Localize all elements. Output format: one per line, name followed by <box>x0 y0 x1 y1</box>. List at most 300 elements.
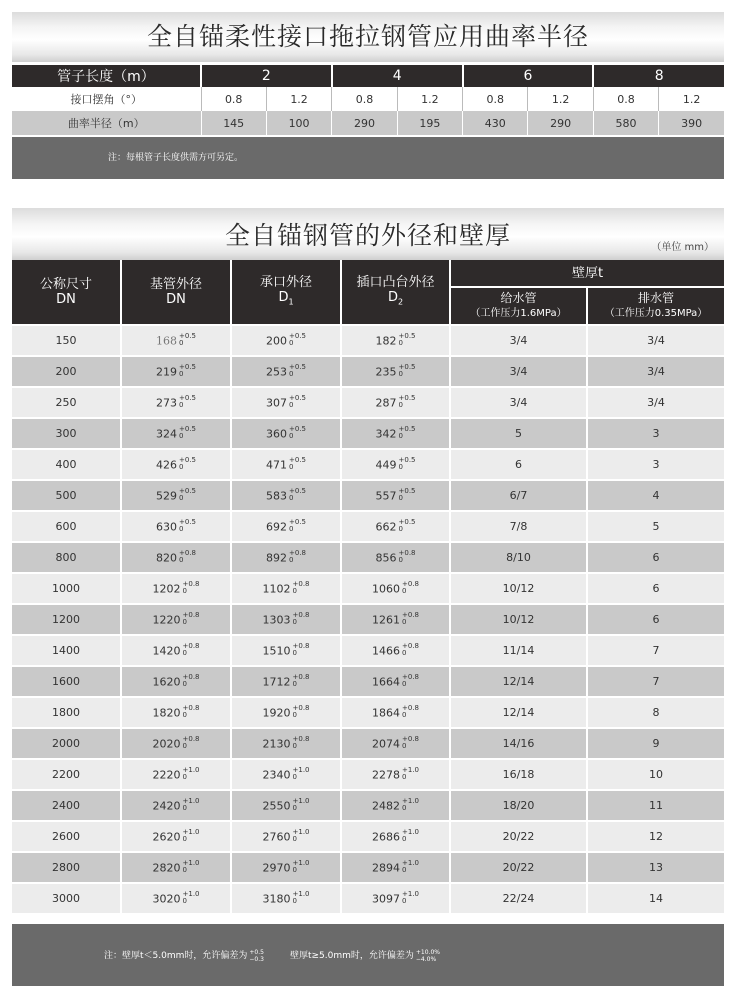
base-od-cell <box>121 387 231 418</box>
section2-note-text <box>104 948 440 963</box>
table-row <box>12 573 724 604</box>
table-row <box>12 604 724 635</box>
tolerance-lower: 0 <box>182 896 187 905</box>
wall-thickness-header: 壁厚t <box>450 260 724 287</box>
note-tolerance-2 <box>416 949 440 963</box>
socket-od-tolerance <box>289 519 306 533</box>
tolerance-lower: 0 <box>292 741 297 750</box>
tolerance-upper: +0.8 <box>182 579 200 588</box>
tolerance-lower: 0 <box>402 803 407 812</box>
angle-cell: 1.2 <box>397 87 462 111</box>
spigot-od-tolerance <box>402 736 419 750</box>
tolerance-upper: +1.0 <box>402 796 419 805</box>
dn-header <box>12 260 121 325</box>
tolerance-lower: 0 <box>179 369 184 378</box>
base-od-tolerance <box>183 736 200 750</box>
base-od-cell <box>121 511 231 542</box>
tolerance-lower: 0 <box>289 338 294 347</box>
socket-od-value: 1712 <box>262 675 291 688</box>
spigot-od-value: 856 <box>375 551 397 564</box>
spigot-od-cell <box>341 511 450 542</box>
socket-od-cell <box>231 666 341 697</box>
supply-thickness-cell: 7/8 <box>450 511 587 542</box>
drain-thickness-cell: 9 <box>587 728 724 759</box>
spigot-subscript: 2 <box>397 297 404 307</box>
tolerance-lower: 0 <box>179 400 184 409</box>
dimension-table <box>12 260 724 915</box>
dn-cell: 200 <box>12 356 121 387</box>
radius-cell: 290 <box>528 111 593 135</box>
tolerance-upper: +0.8 <box>182 610 200 619</box>
tolerance-upper: +1.0 <box>402 858 419 867</box>
socket-od-cell <box>231 418 341 449</box>
supply-thickness-cell: 5 <box>450 418 587 449</box>
base-od-tolerance <box>183 798 200 812</box>
base-od-tolerance <box>183 643 200 657</box>
drain-thickness-cell: 13 <box>587 852 724 883</box>
tolerance-lower: 0 <box>398 462 403 471</box>
spigot-od-cell <box>341 821 450 852</box>
spigot-od-value: 3097 <box>372 892 400 905</box>
tolerance-upper: +0.5 <box>179 424 196 433</box>
dn-cell: 2600 <box>12 821 121 852</box>
spigot-od-cell <box>341 356 450 387</box>
socket-od-tolerance <box>293 860 310 874</box>
base-od-tolerance <box>183 674 200 688</box>
table-row <box>12 852 724 883</box>
base-od-tolerance <box>179 488 196 502</box>
socket-od-value: 1303 <box>262 613 291 626</box>
spigot-od-tolerance <box>399 426 416 440</box>
tolerance-upper: +1.0 <box>182 827 200 836</box>
tolerance-upper: +0.8 <box>402 672 419 681</box>
base-od-header <box>121 260 231 325</box>
socket-od-value: 3180 <box>262 892 291 905</box>
dn-cell: 1000 <box>12 573 121 604</box>
socket-od-value: 692 <box>266 520 287 533</box>
base-od-tolerance <box>179 457 196 471</box>
socket-od-value: 1920 <box>262 706 291 719</box>
spigot-od-tolerance <box>402 705 419 719</box>
spigot-od-cell <box>341 573 450 604</box>
tolerance-upper: +0.8 <box>292 734 310 743</box>
base-od-cell <box>121 759 231 790</box>
spigot-od-value: 235 <box>375 365 397 378</box>
base-od-cell <box>121 821 231 852</box>
note-part1: 注：壁厚t＜5.0mm时，允许偏差为 <box>104 951 248 961</box>
tolerance-lower: 0 <box>398 369 403 378</box>
base-od-value: 219 <box>156 365 177 378</box>
drain-thickness-cell: 8 <box>587 697 724 728</box>
spigot-od-cell <box>341 666 450 697</box>
drain-thickness-cell: 12 <box>587 821 724 852</box>
base-od-cell <box>121 635 231 666</box>
tolerance-upper: +1.0 <box>292 858 310 867</box>
tolerance-upper: +0.8 <box>402 734 419 743</box>
spigot-od-cell <box>341 387 450 418</box>
drain-thickness-cell: 5 <box>587 511 724 542</box>
unit-label: （单位 mm） <box>651 242 714 253</box>
socket-od-value: 2760 <box>262 830 291 843</box>
tolerance-lower: 0 <box>292 896 297 905</box>
socket-od-tolerance <box>289 457 306 471</box>
tolerance-upper: +0.8 <box>182 703 200 712</box>
radius-cell: 580 <box>593 111 658 135</box>
tolerance-upper: +0.8 <box>402 703 419 712</box>
spigot-od-value: 557 <box>375 489 397 502</box>
table-row <box>12 387 724 418</box>
spigot-od-header-line2 <box>342 290 449 310</box>
spigot-od-tolerance <box>402 798 419 812</box>
tolerance-lower: 0 <box>182 865 187 874</box>
dn-cell: 800 <box>12 542 121 573</box>
dn-cell: 250 <box>12 387 121 418</box>
tolerance-upper: +1.0 <box>402 889 419 898</box>
socket-od-tolerance <box>289 364 306 378</box>
tolerance-upper: +1.0 <box>292 765 310 774</box>
table-row <box>12 883 724 914</box>
table-row <box>12 697 724 728</box>
drain-header <box>587 287 724 325</box>
socket-od-value: 583 <box>266 489 287 502</box>
spigot-od-cell <box>341 883 450 914</box>
socket-od-cell <box>231 821 341 852</box>
tolerance-lower: 0 <box>402 772 407 781</box>
spigot-od-tolerance <box>402 674 419 688</box>
supply-header-line2: （工作压力1.6MPa） <box>470 308 567 319</box>
curvature-radius-table <box>12 65 724 135</box>
base-od-tolerance <box>183 705 200 719</box>
spigot-od-value: 2278 <box>372 768 400 781</box>
table-header-row <box>12 65 724 87</box>
dn-header-line2: DN <box>56 292 76 307</box>
table-row <box>12 111 724 135</box>
tolerance-upper: +0.5 <box>289 393 306 402</box>
socket-od-cell <box>231 852 341 883</box>
dn-cell: 400 <box>12 449 121 480</box>
base-od-tolerance <box>183 612 200 626</box>
radius-cell: 145 <box>201 111 266 135</box>
angle-cell: 1.2 <box>528 87 593 111</box>
tolerance-lower: 0 <box>289 369 294 378</box>
section2-title: 全自锚钢管的外径和壁厚 <box>224 221 511 250</box>
dn-cell: 2200 <box>12 759 121 790</box>
spigot-od-tolerance <box>402 860 419 874</box>
supply-thickness-cell: 11/14 <box>450 635 587 666</box>
tolerance-lower: 0 <box>182 803 187 812</box>
spigot-symbol: D <box>387 289 398 305</box>
tolerance-upper: +0.8 <box>292 579 310 588</box>
table-row <box>12 790 724 821</box>
table-row <box>12 728 724 759</box>
socket-od-tolerance <box>293 891 310 905</box>
base-od-cell <box>121 356 231 387</box>
tolerance-lower: 0 <box>398 524 403 533</box>
base-od-value: 1820 <box>152 706 181 719</box>
base-od-value: 2020 <box>152 737 181 750</box>
socket-od-value: 471 <box>266 458 287 471</box>
base-od-cell <box>121 573 231 604</box>
tolerance-lower: 0 <box>182 617 187 626</box>
tolerance-lower: 0 <box>292 617 297 626</box>
tolerance-upper: +1.0 <box>292 889 310 898</box>
spigot-od-cell <box>341 790 450 821</box>
spigot-od-value: 287 <box>375 396 397 409</box>
table-row <box>12 635 724 666</box>
drain-thickness-cell: 3 <box>587 418 724 449</box>
base-od-value: 2620 <box>152 830 181 843</box>
supply-thickness-cell: 14/16 <box>450 728 587 759</box>
tolerance-lower: 0 <box>402 586 407 595</box>
tolerance-upper: +0.8 <box>402 641 419 650</box>
tolerance-lower: 0 <box>289 555 294 564</box>
spigot-od-value: 1864 <box>372 706 400 719</box>
base-od-value: 630 <box>156 520 177 533</box>
dn-cell: 2000 <box>12 728 121 759</box>
socket-od-tolerance <box>289 426 306 440</box>
tolerance-lower: 0 <box>289 462 294 471</box>
tolerance-lower: 0 <box>182 772 187 781</box>
drain-thickness-cell: 6 <box>587 542 724 573</box>
supply-header <box>450 287 587 325</box>
spigot-od-tolerance <box>399 395 416 409</box>
tolerance-lower: 0 <box>402 834 407 843</box>
socket-od-tolerance <box>289 395 306 409</box>
tolerance-lower: 0 <box>289 431 294 440</box>
angle-cell: 1.2 <box>266 87 331 111</box>
tolerance-upper: +0.8 <box>292 641 310 650</box>
drain-header-line2: （工作压力0.35MPa） <box>604 308 708 319</box>
tolerance-lower: 0 <box>289 400 294 409</box>
tolerance-lower: 0 <box>292 586 297 595</box>
tolerance-upper: +0.5 <box>289 424 306 433</box>
angle-cell: 1.2 <box>659 87 724 111</box>
note-tol1-low: −0.3 <box>249 955 264 963</box>
socket-od-cell <box>231 759 341 790</box>
spigot-od-tolerance <box>402 643 419 657</box>
section2-title-band <box>12 208 724 260</box>
tolerance-lower: 0 <box>182 679 187 688</box>
tolerance-upper: +0.5 <box>289 331 306 340</box>
drain-thickness-cell: 3/4 <box>587 387 724 418</box>
drain-thickness-cell: 10 <box>587 759 724 790</box>
dn-cell: 1600 <box>12 666 121 697</box>
supply-thickness-cell: 16/18 <box>450 759 587 790</box>
tolerance-upper: +0.5 <box>398 424 416 433</box>
tolerance-lower: 0 <box>292 679 297 688</box>
supply-thickness-cell: 8/10 <box>450 542 587 573</box>
socket-od-value: 253 <box>266 365 287 378</box>
dn-cell: 150 <box>12 325 121 356</box>
length-header: 6 <box>463 65 594 87</box>
section1-note-text: 注：每根管子长度供需方可另定。 <box>108 153 244 163</box>
socket-od-value: 2340 <box>262 768 291 781</box>
supply-thickness-cell: 18/20 <box>450 790 587 821</box>
table-row <box>12 480 724 511</box>
base-od-tolerance <box>179 333 196 347</box>
radius-cell: 290 <box>332 111 397 135</box>
tolerance-upper: +0.8 <box>179 548 196 557</box>
base-od-tolerance <box>183 829 200 843</box>
base-od-tolerance <box>183 860 200 874</box>
tolerance-upper: +0.8 <box>402 610 419 619</box>
base-od-cell <box>121 449 231 480</box>
tolerance-lower: 0 <box>292 648 297 657</box>
socket-od-tolerance <box>289 488 306 502</box>
supply-header-line1: 给水管 <box>500 291 537 305</box>
spigot-od-tolerance <box>402 581 419 595</box>
tolerance-upper: +0.5 <box>398 517 416 526</box>
tolerance-upper: +0.8 <box>292 703 310 712</box>
base-od-value: 2820 <box>152 861 181 874</box>
table-row <box>12 325 724 356</box>
tolerance-upper: +0.5 <box>179 362 196 371</box>
tolerance-upper: +0.5 <box>289 517 306 526</box>
supply-thickness-cell: 10/12 <box>450 573 587 604</box>
socket-od-value: 307 <box>266 396 287 409</box>
spigot-od-header-line1: 插口凸台外径 <box>356 274 435 290</box>
base-od-cell <box>121 542 231 573</box>
spigot-od-value: 1664 <box>372 675 400 688</box>
tolerance-upper: +0.8 <box>292 672 310 681</box>
tolerance-upper: +0.5 <box>289 486 306 495</box>
base-od-value: 3020 <box>152 892 181 905</box>
tolerance-lower: 0 <box>402 741 407 750</box>
base-od-cell <box>121 604 231 635</box>
note-tol1-up: +0.5 <box>249 948 264 956</box>
tolerance-upper: +1.0 <box>182 765 200 774</box>
spigot-od-value: 342 <box>375 427 397 440</box>
radius-cell: 100 <box>266 111 331 135</box>
tolerance-lower: 0 <box>402 710 407 719</box>
length-header: 2 <box>201 65 332 87</box>
spigot-od-value: 1466 <box>372 644 400 657</box>
socket-od-tolerance <box>293 612 310 626</box>
tolerance-lower: 0 <box>292 772 297 781</box>
note-tol2-low: −4.0% <box>415 955 437 963</box>
angle-cell: 0.8 <box>593 87 658 111</box>
base-od-cell <box>121 728 231 759</box>
base-od-tolerance <box>179 550 196 564</box>
tolerance-upper: +0.5 <box>398 393 416 402</box>
socket-od-cell <box>231 790 341 821</box>
base-od-cell <box>121 666 231 697</box>
dn-cell: 2800 <box>12 852 121 883</box>
supply-thickness-cell: 6 <box>450 449 587 480</box>
socket-od-header-line1: 承口外径 <box>259 274 312 290</box>
base-od-cell <box>121 790 231 821</box>
note-tol2-up: +10.0% <box>415 948 440 956</box>
dn-cell: 500 <box>12 480 121 511</box>
dn-cell: 1400 <box>12 635 121 666</box>
drain-thickness-cell: 3/4 <box>587 356 724 387</box>
spigot-od-cell <box>341 480 450 511</box>
tolerance-lower: 0 <box>292 803 297 812</box>
socket-od-tolerance <box>293 581 310 595</box>
tolerance-upper: +0.5 <box>179 455 196 464</box>
spigot-od-cell <box>341 728 450 759</box>
socket-od-value: 2130 <box>262 737 291 750</box>
tolerance-upper: +1.0 <box>402 765 419 774</box>
spigot-od-cell <box>341 852 450 883</box>
dn-cell: 300 <box>12 418 121 449</box>
tolerance-upper: +0.5 <box>398 362 416 371</box>
supply-thickness-cell: 10/12 <box>450 604 587 635</box>
drain-thickness-cell: 3 <box>587 449 724 480</box>
tolerance-lower: 0 <box>179 493 184 502</box>
spigot-od-value: 449 <box>375 458 397 471</box>
base-od-cell <box>121 480 231 511</box>
spigot-od-cell <box>341 418 450 449</box>
supply-thickness-cell: 20/22 <box>450 821 587 852</box>
base-od-tolerance <box>183 581 200 595</box>
section1-note <box>12 137 724 179</box>
socket-od-tolerance <box>293 643 310 657</box>
dn-header-line1: 公称尺寸 <box>39 277 92 292</box>
socket-od-header <box>231 260 341 325</box>
table-row <box>12 449 724 480</box>
spigot-od-cell <box>341 325 450 356</box>
tolerance-upper: +0.8 <box>182 734 200 743</box>
spigot-od-cell <box>341 697 450 728</box>
socket-od-tolerance <box>289 333 306 347</box>
dn-cell: 1200 <box>12 604 121 635</box>
tolerance-lower: 0 <box>182 834 187 843</box>
socket-od-value: 2550 <box>262 799 291 812</box>
tolerance-upper: +1.0 <box>292 827 310 836</box>
socket-od-cell <box>231 542 341 573</box>
base-od-header-line1: 基管外径 <box>149 277 202 292</box>
tolerance-upper: +1.0 <box>182 796 200 805</box>
base-od-value: 324 <box>156 427 177 440</box>
supply-thickness-cell: 12/14 <box>450 666 587 697</box>
angle-label: 接口摆角（°） <box>12 87 201 111</box>
table-header-row <box>12 260 724 287</box>
socket-od-cell <box>231 511 341 542</box>
socket-od-tolerance <box>293 829 310 843</box>
spigot-od-value: 1060 <box>372 582 400 595</box>
drain-thickness-cell: 6 <box>587 604 724 635</box>
drain-thickness-cell: 7 <box>587 666 724 697</box>
socket-od-tolerance <box>293 736 310 750</box>
base-od-cell <box>121 852 231 883</box>
tolerance-lower: 0 <box>179 338 184 347</box>
base-od-tolerance <box>183 891 200 905</box>
spigot-od-value: 662 <box>375 520 397 533</box>
spigot-od-cell <box>341 449 450 480</box>
tolerance-lower: 0 <box>292 710 297 719</box>
tolerance-lower: 0 <box>179 555 184 564</box>
tolerance-lower: 0 <box>402 648 407 657</box>
tolerance-upper: +0.5 <box>289 455 306 464</box>
tolerance-upper: +0.5 <box>289 362 306 371</box>
socket-od-tolerance <box>293 674 310 688</box>
section1-title: 全自锚柔性接口拖拉钢管应用曲率半径 <box>146 22 589 51</box>
pipe-length-header: 管子长度（m） <box>12 65 201 87</box>
table-row <box>12 418 724 449</box>
base-od-cell <box>121 325 231 356</box>
base-od-value: 426 <box>156 458 177 471</box>
tolerance-upper: +0.8 <box>292 610 310 619</box>
tolerance-upper: +0.5 <box>179 393 196 402</box>
spigot-od-tolerance <box>402 891 419 905</box>
socket-od-value: 200 <box>266 334 287 347</box>
length-header: 4 <box>332 65 463 87</box>
tolerance-upper: +0.5 <box>398 455 416 464</box>
socket-od-value: 892 <box>266 551 287 564</box>
socket-od-value: 2970 <box>262 861 291 874</box>
supply-thickness-cell: 3/4 <box>450 325 587 356</box>
